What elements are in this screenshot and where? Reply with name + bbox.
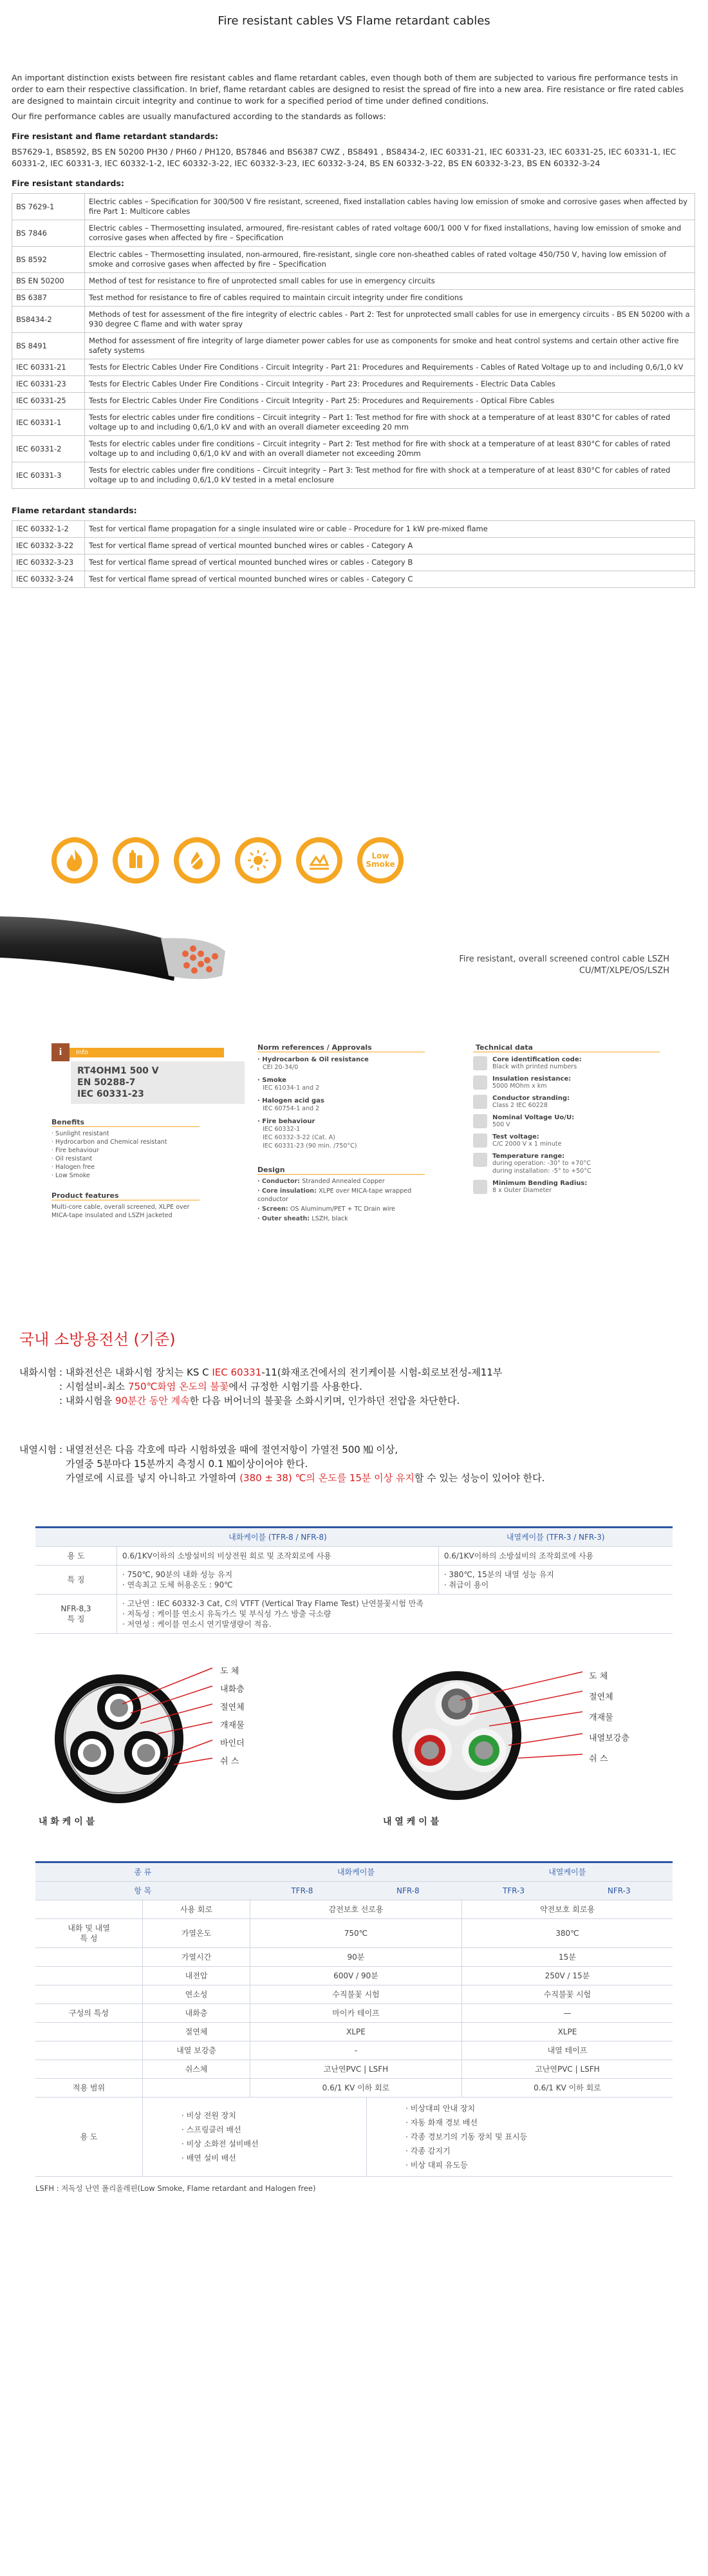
- standard-code: BS 8491: [12, 333, 85, 359]
- tech-value: during operation: -30° to +70°C: [492, 1160, 591, 1167]
- diagram-label: 개재물: [589, 1713, 613, 1723]
- subheader-cell: NFR-3: [566, 1882, 673, 1900]
- header-cell: 내화케이블: [250, 1863, 462, 1882]
- design-value: XLPE over MICA-tape wrapped conductor: [257, 1188, 412, 1203]
- model-line: RT4OHM1 500 V: [77, 1066, 159, 1076]
- tech-value: 8 x Outer Diameter: [492, 1187, 552, 1194]
- benefit-item: · Sunlight resistant: [51, 1130, 109, 1137]
- right-diagram-labels: [589, 1667, 629, 1770]
- halogen-free-icon: [296, 837, 342, 884]
- low-smoke-text: Low: [371, 851, 389, 860]
- item-label: 절연체: [143, 2023, 250, 2041]
- table-row: [35, 1985, 673, 2004]
- usage-item: · 각종 감지기: [405, 2146, 451, 2155]
- group-label: 구성의 특성: [35, 2004, 143, 2023]
- table-row: [12, 307, 695, 333]
- heat-cable-value: —: [461, 2004, 673, 2023]
- group-label: [35, 1900, 143, 1919]
- spec-column-norms: [257, 1043, 425, 1224]
- heat-cable-value: 수직불꽃 시험: [461, 1985, 673, 2004]
- table-row: [35, 1948, 673, 1967]
- row-cell: · 750℃, 90분의 내화 성능 유지 · 연속최고 도체 허용온도 : 90℃: [117, 1566, 439, 1595]
- icon-row: [0, 837, 708, 895]
- fire-cable-value: 600V / 90분: [250, 1967, 462, 1985]
- hydrocarbon-icon: [113, 837, 159, 884]
- tech-text: [492, 1180, 587, 1195]
- tech-item: [473, 1133, 660, 1148]
- fire-cable-value: 90분: [250, 1948, 462, 1967]
- product-caption-line: CU/MT/XLPE/OS/LSZH: [579, 966, 669, 976]
- kr-diagrams: [0, 1662, 708, 1835]
- row-label: 특 징: [35, 1566, 117, 1595]
- fire-cable-value: 고난연PVC | LSFH: [250, 2060, 462, 2079]
- fr-standards-list: BS7629-1, BS8592, BS EN 50200 PH30 / PH60 / PH120, BS7846 and BS6387 CWZ , BS8491 , BS8434-2, IEC 60331-21, IEC 60331-23, IEC 60331-25, IEC 60331-1, IEC 60331-2, IEC 60331-3, IEC 60332-1-2, IEC 60332-3-22, IEC 60332-3-23, IEC 60332-3-24, BS EN 60332-3-22, BS EN 60332-3-23, BS EN 60332-3-24: [12, 147, 676, 168]
- fire-cable-value: XLPE: [250, 2023, 462, 2041]
- footnote: LSFH : 저독성 난연 폴리올레핀(Low Smoke, Flame retardant and Halogen free): [35, 2184, 316, 2193]
- table-row: [12, 554, 695, 571]
- benefits-list: [51, 1130, 245, 1180]
- standard-code: IEC 60331-2: [12, 436, 85, 462]
- tech-icon: [473, 1180, 487, 1194]
- table-row: [35, 2060, 673, 2079]
- tech-text: [492, 1114, 574, 1129]
- tech-key: Minimum Bending Radius:: [492, 1180, 588, 1187]
- kr-flame-line: : 내열전선은 다음 각호에 따라 시험하였을 때에 절연저항이 가열전 500 ㏁ 이상,: [59, 1444, 398, 1455]
- spec-sheet: [0, 1030, 708, 1294]
- diagram-label: 절연체: [220, 1703, 245, 1712]
- diagram-label: 바인더: [220, 1739, 245, 1748]
- compare-table: [35, 1528, 673, 1634]
- model-line: EN 50288-7: [77, 1077, 136, 1088]
- standard-code: IEC 60332-3-24: [12, 571, 85, 588]
- norm-head: · Smoke: [257, 1077, 286, 1084]
- header-cell: 종 류: [35, 1863, 250, 1882]
- tech-value: C/C 2000 V x 1 minute: [492, 1141, 562, 1148]
- tech-icon: [473, 1114, 487, 1128]
- diagram-label: 내화층: [220, 1685, 245, 1694]
- item-label: [143, 2079, 250, 2098]
- model-box: [71, 1061, 245, 1104]
- table-row: [35, 2004, 673, 2023]
- header-cell: 내화케이블 (TFR-8 / NFR-8): [117, 1528, 439, 1547]
- item-label: 연소성: [143, 1985, 250, 2004]
- norm-item: [257, 1077, 425, 1092]
- kr-fire-test: [19, 1365, 695, 1408]
- norm-item: [257, 1118, 425, 1150]
- tech-title: Technical data: [473, 1043, 660, 1052]
- standard-code: IEC 60331-23: [12, 376, 85, 393]
- standard-code: BS 7629-1: [12, 194, 85, 220]
- item-label: 사용 회로: [143, 1900, 250, 1919]
- kr-fire-line: : 내화시험을 90분간 동안 계속한 다음 버어너의 불꽃을 소화시키며, 인가하던 전압을 차단한다.: [59, 1395, 460, 1406]
- usage-item: · 자동 화재 경보 배선: [405, 2118, 478, 2127]
- design-item: [257, 1177, 425, 1186]
- standard-code: IEC 60331-3: [12, 462, 85, 489]
- item-label: 쉬스체: [143, 2060, 250, 2079]
- info-tag: [51, 1043, 245, 1061]
- tech-icon: [473, 1095, 487, 1109]
- usage-left-list: [143, 2098, 367, 2177]
- header-cell: 내열케이블 (TFR-3 / NFR-3): [438, 1528, 673, 1547]
- group-label: [35, 2023, 143, 2041]
- diagram-label: 도 체: [589, 1672, 608, 1681]
- subheader-cell: NFR-8: [354, 1882, 461, 1900]
- item-label: 내화층: [143, 2004, 250, 2023]
- tech-icon: [473, 1056, 487, 1070]
- item-label: 가열온도: [143, 1919, 250, 1948]
- tech-key: Test voltage:: [492, 1133, 539, 1141]
- usage-item: · 비상대피 안내 장치: [405, 2104, 476, 2113]
- tech-value: 500 V: [492, 1121, 510, 1128]
- benefits-title: Benefits: [51, 1118, 200, 1127]
- standard-code: IEC 60332-1-2: [12, 521, 85, 538]
- heat-cable-value: 고난연PVC | LSFH: [461, 2060, 673, 2079]
- usage-label: 용 도: [35, 2098, 143, 2177]
- norm-line: IEC 60332-1: [263, 1126, 301, 1133]
- group-label: [35, 1967, 143, 1985]
- standard-code: BS 6387: [12, 290, 85, 307]
- flame-standards-table: [12, 520, 695, 588]
- tech-item: [473, 1095, 660, 1110]
- tech-text: [492, 1133, 561, 1148]
- table-row: [35, 1919, 673, 1948]
- usage-item: · 비상 소화전 설비배선: [182, 2139, 259, 2148]
- usage-item: · 배연 설비 배선: [182, 2154, 236, 2163]
- standard-description: Electric cables – Specification for 300/500 V fire resistant, screened, fixed installation cables having low emission of smoke and corrosive gases when affected by fire Part 1: Multicore cables: [85, 194, 695, 220]
- standard-description: Electric cables – Thermosetting insulated, armoured, fire-resistant cables of rated voltage 600/1 000 V for fixed installations, having low emission of smoke and corrosive gases when affected by fire – Specification: [85, 220, 695, 247]
- heat-cable-value: 0.6/1 KV 이하 회로: [461, 2079, 673, 2098]
- norm-title: Norm references / Approvals: [257, 1043, 425, 1052]
- tech-item: [473, 1114, 660, 1129]
- table-row: [35, 1900, 673, 1919]
- right-diagram-caption: 내 열 케 이 블: [383, 1817, 440, 1827]
- tech-key: Temperature range:: [492, 1153, 565, 1160]
- tech-item: [473, 1180, 660, 1195]
- standard-description: Test for vertical flame spread of vertical mounted bunched wires or cables - Category A: [85, 538, 695, 554]
- item-label: 내전압: [143, 1967, 250, 1985]
- table-row: [35, 2079, 673, 2098]
- table-row: [12, 410, 695, 436]
- standard-description: Test method for resistance to fire of cables required to maintain circuit integrity under fire conditions: [85, 290, 695, 307]
- item-label: 내열 보강층: [143, 2041, 250, 2060]
- row-label: NFR-8,3 특 징: [35, 1595, 117, 1634]
- diagram-label: 개재물: [220, 1721, 245, 1730]
- row-cell: 0.6/1KV이하의 소방설비의 비상전원 회로 및 조작회로에 사용: [117, 1547, 439, 1566]
- product-caption: [459, 954, 669, 977]
- norm-head: · Fire behaviour: [257, 1118, 315, 1125]
- group-label: [35, 2041, 143, 2060]
- standard-description: Tests for Electric Cables Under Fire Conditions - Circuit Integrity - Part 21: Procedures and Requirements - Cables of Rated Voltage up to and including 0,6/1,0 kV: [85, 359, 695, 376]
- table-row: [12, 247, 695, 273]
- info-label: Info: [70, 1048, 224, 1057]
- norm-head: · Hydrocarbon & Oil resistance: [257, 1056, 369, 1063]
- standard-code: BS 8592: [12, 247, 85, 273]
- spec-column-info: [51, 1043, 245, 1220]
- kr-heading: 국내 소방용전선 (기준): [19, 1331, 176, 1349]
- heat-cable-value: XLPE: [461, 2023, 673, 2041]
- heat-cable-value: 내열 테이프: [461, 2041, 673, 2060]
- standard-description: Test for vertical flame spread of vertical mounted bunched wires or cables - Category B: [85, 554, 695, 571]
- tech-key: Core identification code:: [492, 1056, 582, 1063]
- design-value: Stranded Annealed Copper: [302, 1178, 385, 1185]
- intro-block: [12, 72, 695, 588]
- standard-description: Tests for electric cables under fire conditions – Circuit integrity – Part 2: Test method for fire with shock at a temperature of at least 830°C for cables of rated voltage up to and including 0,6/1,0 kV and with an overall diameter not exceeding 20mm: [85, 436, 695, 462]
- standard-code: BS 7846: [12, 220, 85, 247]
- diagram-label: 쉬 스: [589, 1754, 608, 1764]
- table-row: [12, 376, 695, 393]
- usage-item: · 비상 대피 유도등: [405, 2161, 468, 2170]
- item-label: 가열시간: [143, 1948, 250, 1967]
- tech-icon: [473, 1075, 487, 1090]
- tech-value: Class 2 IEC 60228: [492, 1102, 548, 1109]
- kr-fire-line: : 내화전선은 내화시험 장치는 KS C IEC 60331-11(화재조건에서의 전기케이블 시험-회로보전성-제11부: [59, 1367, 503, 1378]
- tech-key: Conductor stranding:: [492, 1095, 570, 1102]
- usage-table: [35, 2098, 673, 2177]
- cable-image: [0, 898, 708, 1001]
- norm-list: [257, 1056, 425, 1150]
- intro-paragraph: An important distinction exists between fire resistant cables and flame retardant cables, even though both of them are subjected to various fire performance tests in order to earn their respective classification. In brief, flame retardant cables are designed to resist the spread of fire into a new area. Fire resistance or fire rated cables are designed to maintain circuit integrity and continue to work for a specified period of time under defined conditions.: [12, 73, 684, 106]
- standard-code: IEC 60331-25: [12, 393, 85, 410]
- standard-code: IEC 60331-1: [12, 410, 85, 436]
- design-item: [257, 1215, 425, 1223]
- design-title: Design: [257, 1166, 425, 1175]
- kr-spec-table: [35, 1863, 673, 2098]
- benefit-item: · Halogen free: [51, 1164, 95, 1171]
- norm-line: IEC 60754-1 and 2: [263, 1105, 320, 1112]
- standard-description: Electric cables – Thermosetting insulated, non-armoured, fire-resistant, single core non-sheathed cables of rated voltage 450/750 V, having low emission of smoke and corrosive gases when affected by fire – Specification: [85, 247, 695, 273]
- page-title: Fire resistant cables VS Flame retardant cables: [218, 14, 490, 28]
- design-item: [257, 1187, 425, 1204]
- fire-cable-value: 750℃: [250, 1919, 462, 1948]
- heat-cable-value: 250V / 15분: [461, 1967, 673, 1985]
- table-row: [35, 1595, 673, 1634]
- flame-heading: Flame retardant standards:: [12, 506, 137, 515]
- diagram-label: 내열보강층: [589, 1734, 629, 1743]
- table-header-row: [35, 1528, 673, 1547]
- table-row: [12, 436, 695, 462]
- design-key: · Screen:: [257, 1206, 290, 1213]
- tech-text: [492, 1056, 582, 1071]
- left-diagram-caption: 내 화 케 이 블: [39, 1817, 95, 1827]
- tech-icon: [473, 1133, 487, 1148]
- standard-description: Tests for Electric Cables Under Fire Conditions - Circuit Integrity - Part 25: Procedures and Requirements - Optical Fibre Cables: [85, 393, 695, 410]
- kr-spec-table-block: [35, 1861, 673, 2193]
- product-caption-line: Fire resistant, overall screened control cable LSZH: [459, 954, 669, 964]
- table-row: [12, 462, 695, 489]
- tech-value: during installation: -5° to +50°C: [492, 1168, 592, 1175]
- table-row: [35, 1566, 673, 1595]
- standard-description: Method of test for resistance to fire of unprotected small cables for use in emergency circuits: [85, 273, 695, 290]
- diagram-label: 절연체: [589, 1692, 613, 1702]
- standard-code: BS8434-2: [12, 307, 85, 333]
- row-cell: · 380℃, 15분의 내열 성능 유지 · 취급이 용이: [438, 1566, 673, 1595]
- tech-text: [492, 1075, 571, 1090]
- design-value: LSZH, black: [312, 1215, 348, 1222]
- features-text: Multi-core cable, overall screened, XLPE over MICA-tape insulated and LSZH jacketed: [51, 1204, 190, 1219]
- fire-cable-value: 0.6/1 KV 이하 회로: [250, 2079, 462, 2098]
- design-value: OS Aluminum/PET + TC Drain wire: [290, 1206, 396, 1213]
- tech-key: Nominal Voltage Uo/U:: [492, 1114, 575, 1121]
- standard-description: Tests for electric cables under fire conditions – Circuit integrity – Part 3: Test method for fire with shock at a temperature of at least 830°C for cables of rated voltage up to and including 0,6/1,0 kV tested in a metal enclosure: [85, 462, 695, 489]
- standard-description: Method for assessment of fire integrity of large diameter power cables for use as components for smoke and heat control systems and certain other active fire safety systems: [85, 333, 695, 359]
- subheader-cell: TFR-3: [461, 1882, 565, 1900]
- usage-item: · 비상 전원 장치: [182, 2111, 236, 2120]
- table-row: [12, 194, 695, 220]
- standard-code: IEC 60332-3-23: [12, 554, 85, 571]
- tech-value: Black with printed numbers: [492, 1063, 577, 1070]
- standard-description: Tests for electric cables under fire conditions – Circuit integrity – Part 1: Test method for fire with shock at a temperature of at least 830°C for cables of rated voltage up to and including 0,6/1,0 kV and with an overall diameter exceeding 20 mm: [85, 410, 695, 436]
- kr-compare-table: [35, 1526, 673, 1634]
- group-label: [35, 1985, 143, 2004]
- standard-description: Tests for Electric Cables Under Fire Conditions - Circuit Integrity - Part 23: Procedures and Requirements - Electric Data Cables: [85, 376, 695, 393]
- table-row: [12, 538, 695, 554]
- info-icon: i: [51, 1043, 70, 1061]
- header-cell: [35, 1528, 117, 1547]
- tech-key: Insulation resistance:: [492, 1075, 572, 1083]
- fire-cable-value: 감전보호 선로용: [250, 1900, 462, 1919]
- fire-standards-table: [12, 193, 695, 489]
- benefit-item: · Hydrocarbon and Chemical resistant: [51, 1139, 167, 1146]
- fire-heading: Fire resistant standards:: [12, 178, 124, 188]
- spec-column-tech: [473, 1043, 660, 1199]
- low-smoke-badge: [357, 837, 404, 884]
- standard-code: IEC 60332-3-22: [12, 538, 85, 554]
- benefit-item: · Fire behaviour: [51, 1147, 99, 1154]
- design-item: [257, 1205, 425, 1213]
- table-row: [12, 333, 695, 359]
- group-label: 내화 및 내열 특 성: [35, 1919, 143, 1948]
- heat-cable-value: 약전보호 회로용: [461, 1900, 673, 1919]
- standard-description: Methods of test for assessment of the fire integrity of electric cables - Part 2: Test for unprotected small cables for use in emergency circuits - BS EN 50200 with a 930 degree C flame and with water spray: [85, 307, 695, 333]
- fire-cable-value: 마이카 테이프: [250, 2004, 462, 2023]
- intro-paragraph: Our fire performance cables are usually manufactured according to the standards as follows:: [12, 111, 386, 121]
- tech-item: [473, 1075, 660, 1090]
- subheader-cell: 항 목: [35, 1882, 250, 1900]
- fire-cable-value: -: [250, 2041, 462, 2060]
- sunlight-icon: [235, 837, 281, 884]
- tech-text: [492, 1153, 592, 1175]
- norm-head: · Halogen acid gas: [257, 1097, 324, 1104]
- group-label: [35, 1948, 143, 1967]
- model-line: IEC 60331-23: [77, 1089, 144, 1099]
- design-key: · Outer sheath:: [257, 1215, 312, 1222]
- table-row: [35, 1547, 673, 1566]
- tech-list: [473, 1056, 660, 1195]
- usage-right-list: [367, 2098, 673, 2177]
- heat-cable-value: 15분: [461, 1948, 673, 1967]
- norm-line: CEI 20-34/0: [263, 1064, 299, 1071]
- design-list: [257, 1177, 425, 1223]
- benefit-item: · Oil resistant: [51, 1155, 93, 1162]
- table-row: [12, 290, 695, 307]
- low-smoke-text: Smoke: [366, 860, 395, 869]
- table-row: [12, 521, 695, 538]
- row-cell: 0.6/1KV이하의 소방설비의 조작회로에 사용: [438, 1547, 673, 1566]
- group-label: 적용 범위: [35, 2079, 143, 2098]
- kr-fire-line: : 시험설비-최소 750℃화염 온도의 불꽃에서 규정한 시험기를 사용한다.: [59, 1381, 362, 1392]
- table-row: [12, 571, 695, 588]
- norm-line: IEC 61034-1 and 2: [263, 1084, 320, 1092]
- left-diagram-labels: [220, 1663, 245, 1771]
- features-title: Product features: [51, 1191, 200, 1200]
- diagram-label: 쉬 스: [220, 1757, 239, 1766]
- norm-line: IEC 60331-23 (90 min. /750°C): [263, 1142, 357, 1150]
- norm-item: [257, 1097, 425, 1113]
- table-row: [12, 273, 695, 290]
- standard-description: Test for vertical flame propagation for a single insulated wire or cable - Procedure for 1 kW pre-mixed flame: [85, 521, 695, 538]
- table-row: [35, 2041, 673, 2060]
- table-row: [35, 1967, 673, 1985]
- kr-flame-label: 내열시험: [19, 1444, 57, 1455]
- norm-item: [257, 1056, 425, 1072]
- row-cell: · 고난연 : IEC 60332-3 Cat, C의 VTFT (Vertical Tray Flame Test) 난연불꽃시험 만족 · 저독성 : 케이블 연소시 유독가스 및 부식성 가스 방출 극소량 · 저연성 : 케이블 연소시 연기발생량이 적음.: [117, 1595, 673, 1634]
- row-label: 용 도: [35, 1547, 117, 1566]
- fr-heading: Fire resistant and flame retardant standards:: [12, 131, 218, 141]
- table-row: [35, 2023, 673, 2041]
- cable-illustration: [0, 898, 708, 1001]
- norm-line: IEC 60332-3-22 (Cat. A): [263, 1134, 335, 1141]
- design-key: · Core insulation:: [257, 1188, 319, 1195]
- table-row: [12, 359, 695, 376]
- usage-item: · 스프링클러 배선: [182, 2125, 241, 2134]
- kr-flame-test: [19, 1443, 695, 1485]
- standard-description: Test for vertical flame spread of vertical mounted bunched wires or cables - Category C: [85, 571, 695, 588]
- diagram-label: 도 체: [220, 1667, 239, 1676]
- benefit-item: · Low Smoke: [51, 1172, 90, 1179]
- tech-value: 5000 MOhm x km: [492, 1083, 547, 1090]
- standard-code: BS EN 50200: [12, 273, 85, 290]
- design-key: · Conductor:: [257, 1178, 303, 1185]
- fire-cable-value: 수직불꽃 시험: [250, 1985, 462, 2004]
- fire-icon: [51, 837, 98, 884]
- subheader-cell: TFR-8: [250, 1882, 355, 1900]
- oil-resistant-icon: [174, 837, 220, 884]
- heat-cable-value: 380℃: [461, 1919, 673, 1948]
- kr-flame-line: 가열중 5분마다 15분까지 측정시 0.1 ㏁이상이어야 한다.: [66, 1458, 308, 1470]
- table-header-row: [35, 1863, 673, 1882]
- kr-flame-line: 가열로에 시료를 넣지 아니하고 가열하여 (380 ± 38) ℃의 온도를 15분 이상 유지할 수 있는 성능이 있어야 한다.: [66, 1472, 545, 1484]
- tech-text: [492, 1095, 570, 1110]
- table-row: [12, 393, 695, 410]
- kr-fire-label: 내화시험: [19, 1367, 57, 1378]
- tech-icon: [473, 1153, 487, 1167]
- table-row: [12, 220, 695, 247]
- standard-code: IEC 60331-21: [12, 359, 85, 376]
- usage-item: · 각종 경보기의 기동 장치 및 표시등: [405, 2132, 528, 2141]
- header-cell: 내열케이블: [461, 1863, 673, 1882]
- tech-item: [473, 1153, 660, 1175]
- tech-item: [473, 1056, 660, 1071]
- table-subheader-row: [35, 1882, 673, 1900]
- kr-heading-block: [0, 1327, 708, 1352]
- group-label: [35, 2060, 143, 2079]
